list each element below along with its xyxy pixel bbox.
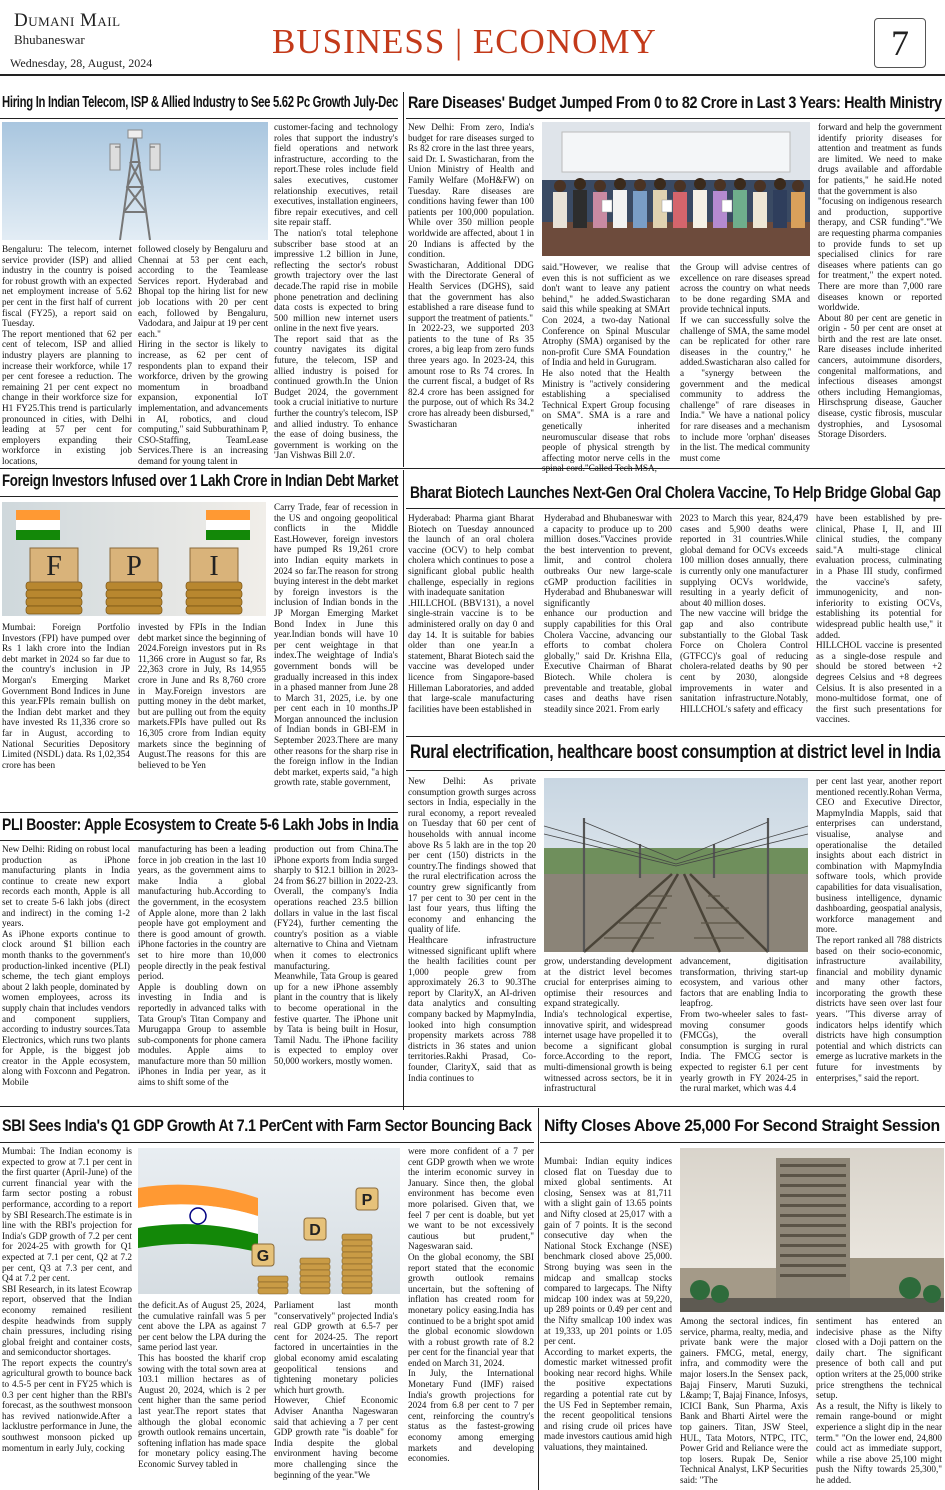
rural-column-4: per cent last year, another report mentioned recently.Rohan Verma, CEO and Executive Director, MapmyIndia Mappls, said that enterprises can understand, visualise, analyse and operationalise the detailed insights about each district in combination with MapmyIndia software tools, which provide capabilities for data visualisation, business intelligence, dynamic dashboarding, geospatial analysis, workforce management and more. The report ranked all 788 districts based on their socio-economic, infrastructure availability, financial and mobility dynamic and many other factors, incorporating the growth these districts have seen over last four years. "This diverse array of indicators helps identify which districts have high consumption potential and which districts can emerge as lucrative markets in the future for investments by enterprises," said the report. xyxy=(816,776,942,1083)
divider xyxy=(403,92,404,467)
gdp-letter-g: G xyxy=(256,1248,270,1265)
masthead xyxy=(0,0,945,90)
divider xyxy=(406,770,945,771)
rare-column-2: said."However, we realise that even this is not sufficient as we don't want to leave any patient behind," he added.Swasticharan said this while speaking at SMArt Con 2024, a two-day National Conference on Spinal Muscular Atrophy (SMA) organised by the non-profit Cure SMA Foundation of India and held in Gurugram. He also noted that the Health Ministry is "actively considering establishing a specialised Technical Expert Group focusing on SMA". SMA is a rare and genetically inherited neuromuscular disease that robs people of physical strength by affecting motor nerve cells in the xyxy=(542,262,670,463)
divider xyxy=(540,1142,945,1143)
divider xyxy=(0,840,398,841)
pli-column-3: production out from China.The iPhone exports from India surged sharply to $12.1 billion in 2023-24 from $6.27 billion in 2022-23. Overall, the company's India operations reached 23.5 billion dollars in value in the last fiscal (FY24), further cementing the country's position as a viable alternative to China and Vietnam when it comes to electronics manufacturing. Meanwhile, Tata Group is geared up for a new iPhone assembly plant in the country that is likely to become operational in the festive quarter. The iPhone unit by Tata is being built in Hosur, Tamil Nadu. The iPhone facility is expected to employ over 50,000 workers, mostly women. xyxy=(274,844,398,1066)
fpi-column-3: Carry Trade, fear of recession in the US and ongoing geopolitical conflicts in the Middle East.However, foreign investors have pumped Rs 19,261 crore into Indian equity markets in 2024 so far.The reason for strong buying interest in the debt market by foreign investors is the inclusion of Indian bonds in the JP Morgan Emerging Market Bond Index in June this year.Indian bonds will have 10 per cent weightage in that index.The weightage of India's government bonds will be gradually increased in this index in a phased manner from June 28 to March 31, 2025, i.e. by one per cent each in 10 months.JP Morgan announced the inclusion of Indian bonds in GBI-EM in September 2023.There are many other reasons for the sharp rise in the foreign inflow in the Indian debt market, experts said, "a high growth rate, stable government, xyxy=(274,502,398,788)
paper-name: Dumani Mail xyxy=(14,10,121,31)
sbi-column-3: Parliament last month "conservatively" projected India's real GDP growth at 6.5-7 per cent for 2024-25. The report factored in uncertainties in the global economy amid escalating geopolitical tensions and tightening monetary policies which hurt growth. However, Chief Economic Adviser Anantha Nageswaran said that achieving a 7 per cent GDP growth rate "is doable" for India despite the global environment having become more challenging since the beginning of the year."We xyxy=(274,1300,398,1480)
rare-column-3: the Group will advise centres of excellence on rare diseases spread across the country on what needs to be done regarding SMA and provide technical inputs. If we can successfully solve the challenge of SMA, the same model can be replicated for other rare diseases in the country," he added.Swasticharan also called for a "synergy between the government and the medical community to address the challenge" of rare diseases in India." We have a national policy for rare diseases and a mechanism to include more 'orphan' diseases in the list. The medical community must come xyxy=(680,262,810,463)
rare-column-4: forward and help the government identify priority diseases for attention and treatment as funds are limited. We need to make drugs available and affordable for patients," he said.He noted that the government is also "focusing on indigenous research and production, supportive therapy, and CSR funding"."We are requesting pharma companies to provide funds to set up specialised clinics for rare diseases where patients can go for treatment," the expert noted. There are more than 7,000 rare diseases known or reported worldwide. About 80 per cent are genetic in origin - 50 per cent are onset at birth and the rest are late onset. Rare diseases include inherited cancers, autoimmune disorders, congenital malformations, and infectious diseases amongst others including Hemangiomas, Hirschsprung disease, Gaucher disease, cystic fibrosis, muscular dystrophies, and Lysosomal Storage Disorders. xyxy=(818,122,942,440)
section-title: BUSINESS | ECONOMY xyxy=(272,22,657,61)
railway-electrification-photo xyxy=(544,778,808,952)
telecom-headline: Hiring In Indian Telecom, ISP & Allied Industry to See 5.62 Pc Growth July-Dec xyxy=(2,94,398,111)
pli-column-2: manufacturing has been a leading force in job creation in the last 10 years, as the government aims to make India a global manufacturing hub.According to the government, in the ecosystem of Apple alone, more than 2 lakh people have got employment and there is good amount of growth. iPhone factories in the country are set to hire more than 10,000 people directly in the peak festival period. Apple is doubling down on investing in India and is reportedly in advanced talks with Tata Group's Titan Company and Murugappa Group to assemble sub-components for phone camera modules. Apple aims to manufacture more than 50 million iPhones in India per year, as it aims to shift some of the xyxy=(138,844,266,1088)
divider xyxy=(406,118,945,119)
sbi-column-1: Mumbai: The Indian economy is expected to grow at 7.1 per cent in the first quarter (April-June) of the current financial year with the farm sector posting a robust performance, according to a report by SBI Research.The estimate is in line with the RBI's projection for India's GDP growth of 7.2 per cent for 2024-25 with growth for Q1 expected at 7.1 per cent, Q2 at 7.2 per cent, Q3 at 7.3 per cent, and Q4 at 7.2 per cent. SBI Research, in its latest Ecowrap report, observed that the Indian economy remained resilient despite headwinds from supply chain pressures, including rising global freight and container costs, and semiconductor shortages. The report expects the country's agricultural growth to bounce back to 4.5-5 per cent in FY25 which is 0.3 per cent higher than the RBI's forecast, as the southwest monsoon has revived nationwide.After a lacklustre performance in June, the southwest monsoon picked up momentum in early July, cocking xyxy=(2,1146,132,1453)
nifty-column-1: Mumbai: Indian equity indices closed flat on Tuesday due to mixed global sentiments. At closing, Sensex was at 81,711 with a slight gain of 13.65 points and Nifty closed at 25,017 with a gain of 7 points. It is the second consecutive day when the National Stock Exchange (NSE) benchmark closed above 25,000. Strong buying was seen in the midcap and smallcap stocks compared to largecaps. The Nifty midcap 100 index was at 59,220, up 289 points or 0.49 per cent and the Nifty smallcap 100 index was at 19,333, up 201 points or 1.05 per cent. According to market experts, the domestic market witnessed profit booking near record highs. While the positive expectations regarding a potential rate cut by the US Fed in September remain, the recent geopolitical tensions and rising crude oil prices have made investors cautious amid high valuations, they maintained. xyxy=(544,1156,672,1453)
conference-group-photo xyxy=(542,122,810,256)
rare-column-1: New Delhi: From zero, India's budget for rare diseases surged to Rs 82 crore in the last three years, said Dr. L Swasticharan, from the Union Ministry of Health and Family Welfare (MoH&FW) on Tuesday. Rare diseases are conditions having fewer than 100 patients per 100,000 population. While over 350 million people worldwide are affected, about 1 in 20 Indians is affected by the condition. Swasticharan, Additional DDG with the Directorate General of Health Services (DGHS), said that the government has also established a rare disease fund to support the treatment of patients." In 2022-23, we supported 203 patients to the tune of Rs 35 crores, a big leap from zero funds three years ago. In 2023-24, this amount rose to Rs 74 crores. In the current fiscal, a budget of Rs 82.4 crore has been assigned for the purpose, out of which Rs 34.2 crore has already been disbursed," Swasticharan xyxy=(408,122,534,429)
divider xyxy=(0,496,398,497)
rural-column-2: grow, understanding development at the district level becomes crucial for enterprises aiming to optimise their resources and expand strategically. India's technological expertise, innovative spirit, and widespread internet usage have propelled it to become a significant global force.According to the report, multi-dimensional growth is being witnessed across sectors, be it in infrastructural xyxy=(544,956,672,1094)
divider xyxy=(0,1106,945,1107)
edition-city: Bhubaneswar xyxy=(14,32,85,47)
bharat-column-4: have been established by pre-clinical, Phase I, II, and III clinical studies, the company said."A multi-stage clinical evaluation process, culminating in a Phase III study, confirmed the vaccine's safety, immunogenicity, and non-inferiority to existing OCVs, establishing its potential for widespread public health use," it added. HILLCHOL vaccine is presented as a single-dose respule and should be stored between +2 degrees Celsius and +8 degrees Celsius. It is also presented in a mono-multidose format, one of the first such presentations for vaccines. xyxy=(816,513,942,725)
telecom-tower-photo xyxy=(2,122,268,240)
gdp-coins-illustration xyxy=(138,1148,400,1294)
edition-date: Wednesday, 28, August, 2024 xyxy=(10,56,153,70)
fpi-column-2: invested by FPIs in the Indian debt market since the beginning of 2024.Foreign investors put in Rs 11,366 crore in August so far, Rs 22,363 crore in July, Rs 14,955 crore in June and Rs 8,760 crore in May.Foreign investors are putting money in the debt market, but are pulling out from the equity markets.FPIs have pulled out Rs 16,305 crore from Indian equity markets since the beginning of August.The reasons for this are believed to be Yen xyxy=(138,622,266,770)
sbi-column-2: the deficit.As of August 25, 2024, the cumulative rainfall was 5 per cent above the LPA as against 7 per cent below the LPA during the same period last year. This has boosted the kharif crop sowing with the total sown area at 103.1 million hectares as of August 20, 2024, which is 2 per cent higher than the same period last year.The report states that although the global economic growth outlook remains uncertain, softening inflation has made space for monetary policy easing.The Economic Survey tabled in xyxy=(138,1300,266,1469)
fpi-headline: Foreign Investors Infused over 1 Lakh Crore in Indian Debt Market xyxy=(2,472,399,490)
bharat-column-3: 2023 to March this year, 824,479 cases and 5,900 deaths were reported in 31 countries.While global demand for OCVs exceeds 100 million doses annually, there is currently only one manufacturer supplying OCVs worldwide, resulting in a yearly deficit of about 40 million doses. The new vaccine will bridge the gap and also contribute substantially to the Global Task Force on Cholera Control (GTFCC)'s goal of reducing cholera-related deaths by 90 per cent by 2030, alongside improvements in water and sanitation infrastructure.Notably, HILLCHOL's safety and efficacy xyxy=(680,513,808,714)
telecom-column-3: customer-facing and technology roles that support the industry's field operations and network infrastructure, according to the report.These roles include field sales executives, customer relationship executives, retail executives, installation engineers, fibre repair executives, and cell site repair staff. The nation's total telephone subscriber base stood at an impressive 1.2 billion in June, reflecting the sector's robust growth trajectory over the last decade.The rapid rise in mobile phone penetration and declining data costs is expected to bring 500 million new internet users online in the next five years. The report said that as the country navigates its digital future, the telecom, ISP and allied industry is poised for continued growth.In the Union Budget 2024, the government took a crucial initiative to nurture further the country's telecom, ISP and allied industry. To enhance the ease of doing business, the government is working on the 'Jan Vishwas Bill 2.0'. xyxy=(274,122,398,461)
masthead-rule xyxy=(0,74,945,76)
telecom-column-2: followed closely by Bengaluru and Chennai at 53 per cent each, according to the Teamlease Services report. Hyderabad and Bhopal top the hiring list for new job locations with 20 per cent each, followed by Bengaluru, Vadodara, and Jaipur at 19 per cent each." Hiring in the sector is likely to increase, as 62 per cent of respondents plan to expand their workforce, driven by the growing momentum in broadband expansion, exponential IoT implementation, and advancements in AI, robotics, and cloud computing," said Subburathinam P, CSO-Staffing, TeamLease Services.There is an increasing demand for young talent in xyxy=(138,244,268,466)
divider xyxy=(0,1142,534,1143)
gdp-letter-p: P xyxy=(361,1192,373,1209)
bharat-headline: Bharat Biotech Launches Next-Gen Oral Cholera Vaccine, To Help Bridge Global Gap xyxy=(410,484,941,502)
pli-headline: PLI Booster: Apple Ecosystem to Create 5-6 Lakh Jobs in India xyxy=(2,816,399,834)
nifty-headline: Nifty Closes Above 25,000 For Second Straight Session xyxy=(544,1116,940,1135)
fpi-column-1: Mumbai: Foreign Portfolio Investors (FPI) have pumped over Rs 1 lakh crore into the Indian debt market in 2024 so far due to the country's inclusion in JP Morgan's Emerging Market Government Bond Indices in June this year.FPIs remain bullish on the Indian debt market and they have invested Rs 11,336 crore so far in August, according to National Securities Depository Limited (NSDL) data. Rs 1,02,354 crore has been xyxy=(2,622,130,770)
gdp-letter-d: D xyxy=(309,1222,321,1239)
divider xyxy=(538,1108,539,1490)
divider xyxy=(0,812,398,813)
bharat-column-1: Hyderabad: Pharma giant Bharat Biotech on Tuesday announced the launch of an oral cholera vaccine (OCV) to help combat cholera which continues to pose a significant global public health challenge, especially in regions with inadequate sanitation .HILLCHOL (BBV131), a novel single-strain vaccine is to be administered orally on day 0 and day 14. It is suitable for babies older than one year.In a statement, Bharat Biotech said the vaccine was developed under licence from Singapore-based Hilleman Laboratories, and added that large-scale manufacturing facilities have been established in xyxy=(408,513,534,714)
divider xyxy=(406,736,945,737)
rare-headline: Rare Diseases' Budget Jumped From 0 to 82 Crore in Last 3 Years: Health Ministry xyxy=(408,94,942,112)
divider xyxy=(0,468,945,469)
divider xyxy=(0,118,398,119)
pli-column-1: New Delhi: Riding on robust local production as iPhone manufacturing plants in India continue to create new export records each month, Apple is all set to create 5-6 lakh jobs (direct and indirect) in the coming 1-2 years. As iPhone exports continue to clock around $1 billion each month thanks to the government's production-linked incentive (PLI) scheme, the tech giant employs about 2 lakh people, dominated by women employees, across its supply chain that includes vendors and component suppliers, according to industry sources.Tata Electronics, which runs two plants for Apple, is the biggest job creator in the Apple ecosystem, along with Foxconn and Pegatron. Mobile xyxy=(2,844,130,1088)
fpi-letter-f: F xyxy=(46,551,62,582)
page-number: 7 xyxy=(874,18,926,68)
fpi-coins-illustration xyxy=(2,502,266,616)
rural-headline: Rural electrification, healthcare boost consumption at district level in India xyxy=(410,742,941,763)
telecom-column-1: Bengaluru: The telecom, internet service provider (ISP) and allied industry in the country is poised for robust growth with an expected net employment increase of 5.62 per cent in the first half of current fiscal (FY25), a report said on Tuesday. The report mentioned that 62 per cent of telecom, ISP and allied industry players are planning to increase their workforce, while 17 per cent foresee a reduction. The remaining 21 per cent expect no change in their workforce size for H1 FY25.This trend is particularly pronounced in cities, with Delhi leading at 57 per cent for employers expanding their workforce in existing job locations, xyxy=(2,244,132,466)
divider xyxy=(406,508,945,509)
bharat-column-2: Hyderabad and Bhubaneswar with a capacity to produce up to 200 million doses."Vaccines provide the best intervention to prevent, limit, and control cholera outbreaks Our new large-scale cGMP production facilities in Hyderabad and Bhubaneswar will significantly enhance our production and supply capabilities for this Oral Cholera Vaccine, advancing our efforts to combat cholera globally," said Dr. Krishna Ella, Executive Chairman of Bharat Biotech. While cholera is preventable and treatable, global cases and deaths have risen steadily since 2021. From early xyxy=(544,513,672,714)
rural-column-1: New Delhi: As private consumption growth surges across sectors in India, especially in the rural economy, a report revealed on Tuesday that 60 per cent of households with annual income above Rs 5 lakh are in the top 20 per cent (150) districts in the country.The findings showed that the rural electrification across the country grew significantly from 17 per cent to 30 per cent in the last four years, thus lifting the economy and enhancing the quality of life. Healthcare infrastructure witnessed significant uplift where the health facilities count per 1,000 people grew from approximately 26.3 to 90.3The report by ClarityX, an AI-driven data analytics and consulting company backed by MapmyIndia, looked into high consumption propensity markets across 788 districts in 36 states and union territories.Rakhi Prasad, Co-founder, ClarityX, said that as India continues to xyxy=(408,776,536,1083)
fpi-letter-i: I xyxy=(209,551,219,582)
bse-building-photo xyxy=(680,1148,944,1312)
fpi-letter-p: P xyxy=(126,551,142,582)
divider xyxy=(403,470,404,1110)
nifty-column-2: Among the sectoral indices, fin service, pharma, realty, media, and private bank were the major gainers. FMCG, metal, energy, infra, and commodity were the major losers.In the Sensex pack, Bajaj Finserv, Maruti Suzuki, L&amp; T, Bajaj Finance, Infosys, ICICI Bank, Sun Pharma, Axis Bank and Bharti Airtel were the top gainers. Titan, JSW Steel, HUL, Tata Motors, NTPC, ITC, Power Grid and Reliance were the top losers. Rupak De, Senior Technical Analyst, LKP Securities said: "The xyxy=(680,1316,808,1485)
nifty-column-3: sentiment has entered an indecisive phase as the Nifty closed with a Doji pattern on the daily chart. The significant presence of both call and put option writers at the 25,000 strike price strengthens the technical setup. As a result, the Nifty is likely to remain range-bound or might experience a slight dip in the near term." "On the lower end, 24,800 could act as immediate support, while a rise above 25,100 might push the Nifty towards 25,300," he added. xyxy=(816,1316,942,1485)
sbi-headline: SBI Sees India's Q1 GDP Growth At 7.1 PerCent with Farm Sector Bouncing Back xyxy=(2,1116,532,1135)
rural-column-3: advancement, digitisation transformation, thriving start-up ecosystem, and various other factors that are enabling India to leapfrog. From two-wheeler sales to fast-moving consumer goods (FMCGs), the overall consumption is surging in rural India. The FMCG sector is expected to register 6.1 per cent yearly growth in FY 2024-25 in the rural market, which was 4.4 xyxy=(680,956,808,1094)
sbi-column-4: were more confident of a 7 per cent GDP growth when we wrote the interim economic survey in January. Since then, the global environment has become even more polarised. Given that, we feel 7 per cent is doable, but yet we want to be not excessively cautious but prudent," Nageswaran said. On the global economy, the SBI report stated that the economic growth outlook remains uncertain, but the softening of inflation has created room for monetary policy easing.India has continued to be a bright spot amid the global economic slowdown with a robust growth rate of 8.2 per cent for the financial year that ended on March 31, 2024. In July, the International Monetary Fund (IMF) raised India's growth projections for 2024 from 6.8 per cent to 7 per cent, reinforcing the country's status as the fastest-growing economy among emerging markets and developing economies. xyxy=(408,1146,534,1464)
